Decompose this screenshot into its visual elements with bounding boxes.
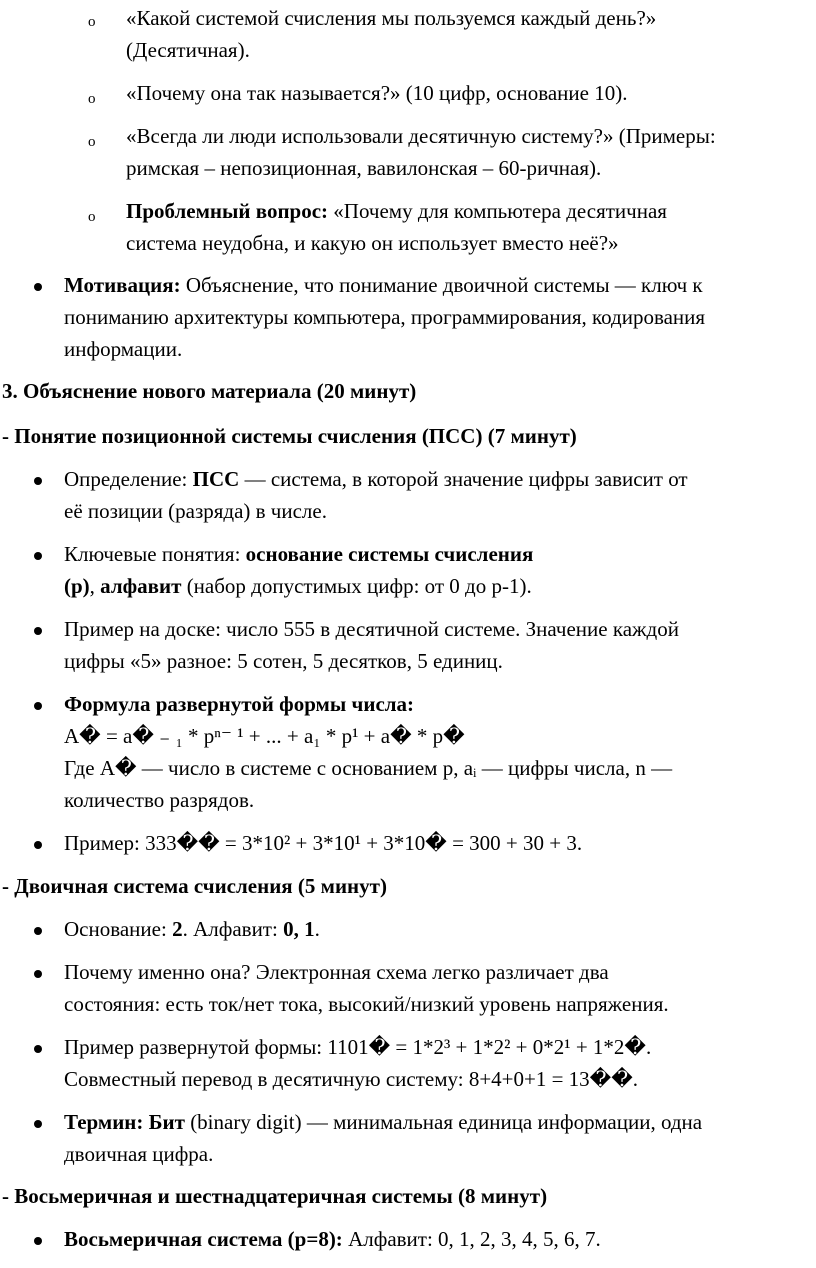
definition-label: Определение: — [64, 467, 193, 491]
pss-term: ПСС — [192, 467, 240, 491]
key-concepts-line-1 — [64, 538, 533, 570]
bullet — [34, 552, 42, 560]
octal-item — [64, 1223, 601, 1255]
binary-why-line-2: состояния: есть ток/нет тока, высокий/низкий уровень напряжения. — [64, 992, 669, 1016]
octal-label: Восьмеричная система (p=8): — [64, 1227, 343, 1251]
motivation-line-2: пониманию архитектуры компьютера, программирования, кодирования — [64, 305, 706, 329]
p-term: (p) — [64, 574, 90, 598]
pss-heading: - Понятие позиционной системы счисления (ПСС) (7 минут) — [2, 424, 577, 448]
definition-text: — система, в которой значение цифры зависит от — [239, 467, 688, 491]
sub-item-1-line-2: (Десятичная). — [126, 38, 250, 62]
motivation-label: Мотивация: — [64, 273, 181, 297]
sub-bullet: o — [88, 91, 96, 107]
sub-item-3-line-1: «Всегда ли люди использовали десятичную систему?» (Примеры: — [126, 124, 716, 148]
sub-item-4-line-1 — [126, 195, 667, 227]
sub-item-4-line-2: система неудобна, и какую он использует вместо неё?» — [126, 231, 619, 255]
separator: , — [89, 574, 101, 598]
sub-bullet: o — [88, 14, 96, 30]
binary-why-line-1: Почему именно она? Электронная схема легко различает два — [64, 960, 609, 984]
motivation-line-3: информации. — [64, 337, 183, 361]
sub-item-2-line-1: «Почему она так называется?» (10 цифр, основание 10). — [126, 81, 628, 105]
bullet — [34, 1237, 42, 1245]
formula-title: Формула развернутой формы числа: — [64, 692, 415, 716]
bullet — [34, 477, 42, 485]
bullet — [34, 927, 42, 935]
binary-heading: - Двоичная система счисления (5 минут) — [2, 874, 387, 898]
base-term: основание системы счисления — [245, 542, 534, 566]
period: . — [314, 917, 320, 941]
example-555-line-1: Пример на доске: число 555 в десятичной системе. Значение каждой — [64, 617, 679, 641]
bullet — [34, 702, 42, 710]
binary-expanded-line-1: Пример развернутой формы: 1101� = 1*2³ + 1*2² + 0*2¹ + 1*2�. — [64, 1035, 652, 1059]
bit-term-line-1 — [64, 1106, 702, 1138]
alphabet-label: . Алфавит: — [182, 917, 284, 941]
section-3-heading: 3. Объяснение нового материала (20 минут) — [2, 379, 417, 403]
motivation-text: Объяснение, что понимание двоичной системы — ключ к — [180, 273, 703, 297]
formula-where-line-1: Где A� — число в системе с основанием p, aᵢ — цифры числа, n — — [64, 756, 673, 780]
problem-label: Проблемный вопрос: — [126, 199, 329, 223]
bit-term-line-2: двоичная цифра. — [64, 1142, 214, 1166]
formula-where-line-2: количество разрядов. — [64, 788, 255, 812]
base-label: Основание: — [64, 917, 173, 941]
bullet — [34, 283, 42, 291]
pss-definition-line-1 — [64, 463, 688, 495]
bit-definition: (binary digit) — минимальная единица информации, одна — [184, 1110, 703, 1134]
alphabet-term: алфавит — [100, 574, 182, 598]
problem-text: «Почему для компьютера десятичная — [328, 199, 667, 223]
sub-bullet: o — [88, 209, 96, 225]
motivation-line-1 — [64, 269, 703, 301]
bullet — [34, 1045, 42, 1053]
bullet — [34, 1120, 42, 1128]
alphabet-text: (набор допустимых цифр: от 0 до p-1). — [181, 574, 532, 598]
formula: A� = a� ₋ ₁ * pⁿ⁻ ¹ + ... + a₁ * p¹ + a� * p� — [64, 724, 465, 748]
base-value: 2 — [172, 917, 183, 941]
sub-bullet: o — [88, 134, 96, 150]
sub-item-1-line-1: «Какой системой счисления мы пользуемся каждый день?» — [126, 6, 657, 30]
bit-term: Термин: Бит — [64, 1110, 185, 1134]
octal-hex-heading: - Восьмеричная и шестнадцатеричная системы (8 минут) — [2, 1184, 548, 1208]
octal-alphabet: Алфавит: 0, 1, 2, 3, 4, 5, 6, 7. — [342, 1227, 601, 1251]
bullet — [34, 627, 42, 635]
alphabet-value: 0, 1 — [283, 917, 315, 941]
bullet — [34, 841, 42, 849]
key-concepts-label: Ключевые понятия: — [64, 542, 246, 566]
bullet — [34, 970, 42, 978]
binary-base — [64, 913, 320, 945]
example-555-line-2: цифры «5» разное: 5 сотен, 5 десятков, 5 единиц. — [64, 649, 503, 673]
key-concepts-line-2 — [64, 570, 532, 602]
pss-definition-line-2: её позиции (разряда) в числе. — [64, 499, 327, 523]
binary-expanded-line-2: Совместный перевод в десятичную систему: 8+4+0+1 = 13��. — [64, 1067, 639, 1091]
example-333: Пример: 333�� = 3*10² + 3*10¹ + 3*10� = 300 + 30 + 3. — [64, 831, 583, 855]
sub-item-3-line-2: римская – непозиционная, вавилонская – 60-ричная). — [126, 156, 602, 180]
